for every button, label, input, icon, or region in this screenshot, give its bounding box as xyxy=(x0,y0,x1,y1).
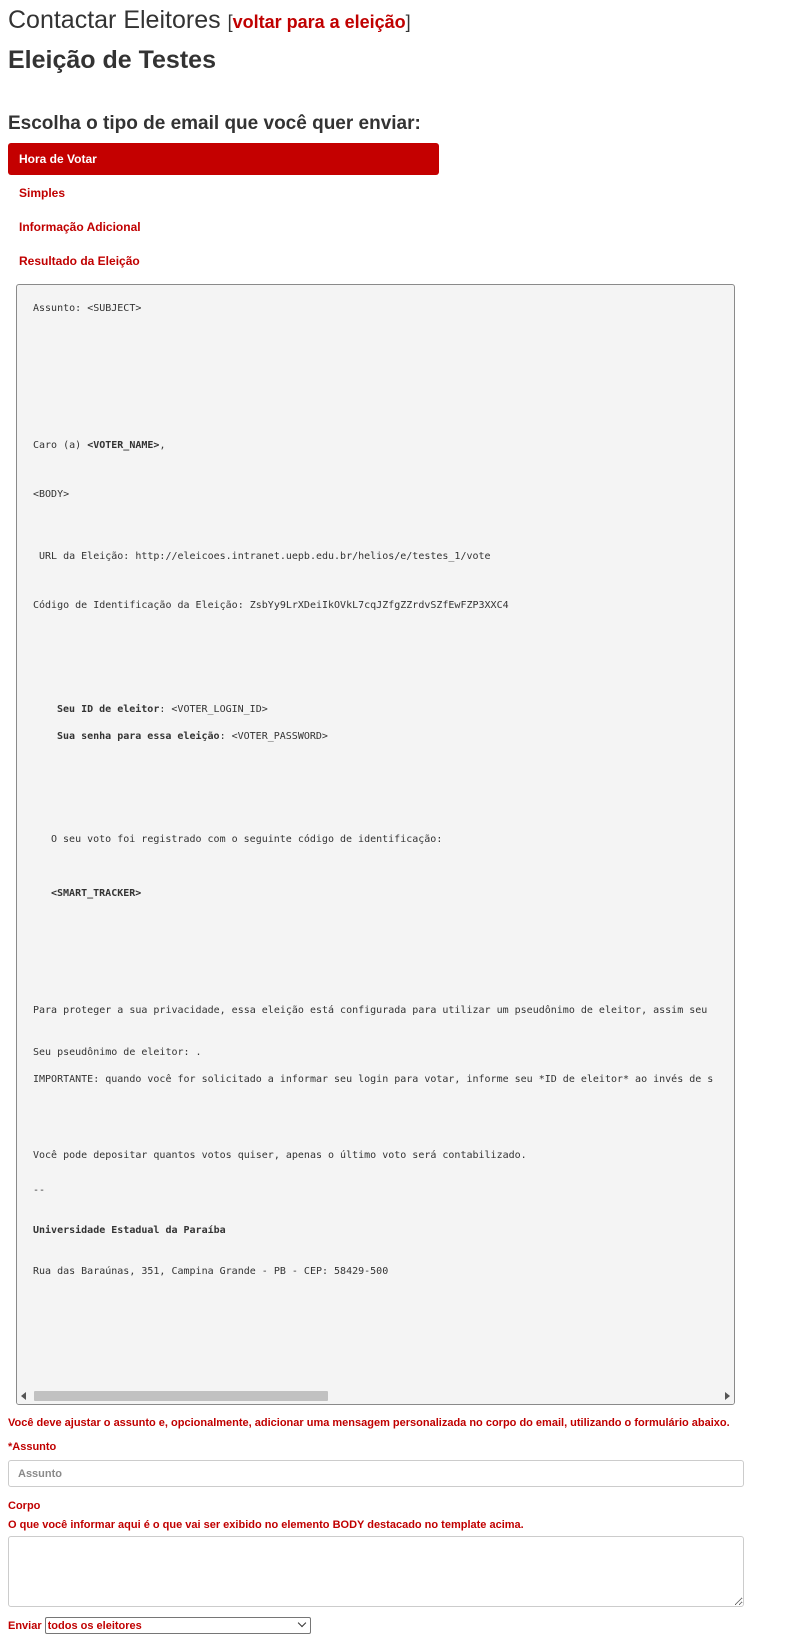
subject-input[interactable] xyxy=(8,1460,744,1487)
scrollbar-thumb[interactable] xyxy=(34,1391,328,1401)
email-type-resultado-da-eleicao[interactable]: Resultado da Eleição xyxy=(19,254,140,268)
important-line: IMPORTANTE: quando você for solicitado a informar seu login para votar, informe seu *ID de eleitor* ao invés de s xyxy=(33,1074,714,1085)
election-name: Eleição de Testes xyxy=(8,46,216,74)
institution-address: Rua das Baraúnas, 351, Campina Grande - PB - CEP: 58429-500 xyxy=(33,1266,389,1277)
email-template-preview[interactable] xyxy=(16,284,735,1405)
body-textarea[interactable] xyxy=(8,1536,744,1607)
back-link-bracket-close: ] xyxy=(405,12,411,32)
subject-label: *Assunto xyxy=(8,1441,57,1453)
voter-name-token: <VOTER_NAME> xyxy=(87,440,160,451)
election-url-line: URL da Eleição: http://eleicoes.intranet.uepb.edu.br/helios/e/testes_1/vote xyxy=(33,551,491,562)
voter-id-line: Seu ID de eleitor: <VOTER_LOGIN_ID> xyxy=(57,704,268,715)
email-type-list xyxy=(8,143,439,277)
subject-token: <SUBJECT> xyxy=(87,303,142,314)
email-type-prompt: Escolha o tipo de email que você quer enviar: xyxy=(8,113,421,134)
template-greeting-line: Caro (a) <VOTER_NAME>, xyxy=(33,440,166,451)
tracker-intro-line: O seu voto foi registrado com o seguinte código de identificação: xyxy=(51,834,443,845)
email-type-hora-de-votar[interactable]: Hora de Votar xyxy=(8,143,439,175)
privacy-line: Para proteger a sua privacidade, essa eleição está configurada para utilizar um pseudônimo de eleitor, assim seu xyxy=(33,1005,708,1016)
voter-password-line: Sua senha para essa eleição: <VOTER_PASSWORD> xyxy=(57,731,328,742)
send-label: Enviar xyxy=(8,1619,42,1632)
horizontal-scrollbar[interactable] xyxy=(17,1389,734,1404)
body-hint: O que você informar aqui é o que vai ser exibido no elemento BODY destacado no template acima. xyxy=(8,1519,524,1531)
email-type-informacao-adicional[interactable]: Informação Adicional xyxy=(19,220,141,234)
send-row xyxy=(8,1617,311,1634)
page-title-text: Contactar Eleitores xyxy=(8,6,221,34)
back-to-election-link[interactable]: voltar para a eleição xyxy=(232,12,406,32)
email-type-simples[interactable]: Simples xyxy=(19,186,66,200)
template-subject-line: Assunto: <SUBJECT> xyxy=(33,303,142,314)
body-token: <BODY> xyxy=(33,489,70,500)
back-link-bracket-open: [ xyxy=(227,12,233,32)
scroll-right-icon[interactable] xyxy=(725,1392,730,1400)
multiple-votes-line: Você pode depositar quantos votos quiser, apenas o último voto será contabilizado. xyxy=(33,1150,527,1161)
institution-name: Universidade Estadual da Paraíba xyxy=(33,1225,226,1236)
body-label: Corpo xyxy=(8,1500,41,1512)
election-hash-line: Código de Identificação da Eleição: ZsbYy9LrXDeiIkOVkL7cqJZfgZZrdvSZfEwFZP3XXC4 xyxy=(33,600,509,611)
recipients-select[interactable] xyxy=(45,1617,311,1634)
smart-tracker-token: <SMART_TRACKER> xyxy=(51,888,142,899)
signature-separator: -- xyxy=(33,1185,46,1196)
form-notice: Você deve ajustar o assunto e, opcionalmente, adicionar uma mensagem personalizada no corpo do email, utilizando o formulário abaixo. xyxy=(8,1417,730,1429)
scroll-left-icon[interactable] xyxy=(21,1392,26,1400)
voter-alias-line: Seu pseudônimo de eleitor: . xyxy=(33,1047,202,1058)
page-title xyxy=(8,6,411,35)
